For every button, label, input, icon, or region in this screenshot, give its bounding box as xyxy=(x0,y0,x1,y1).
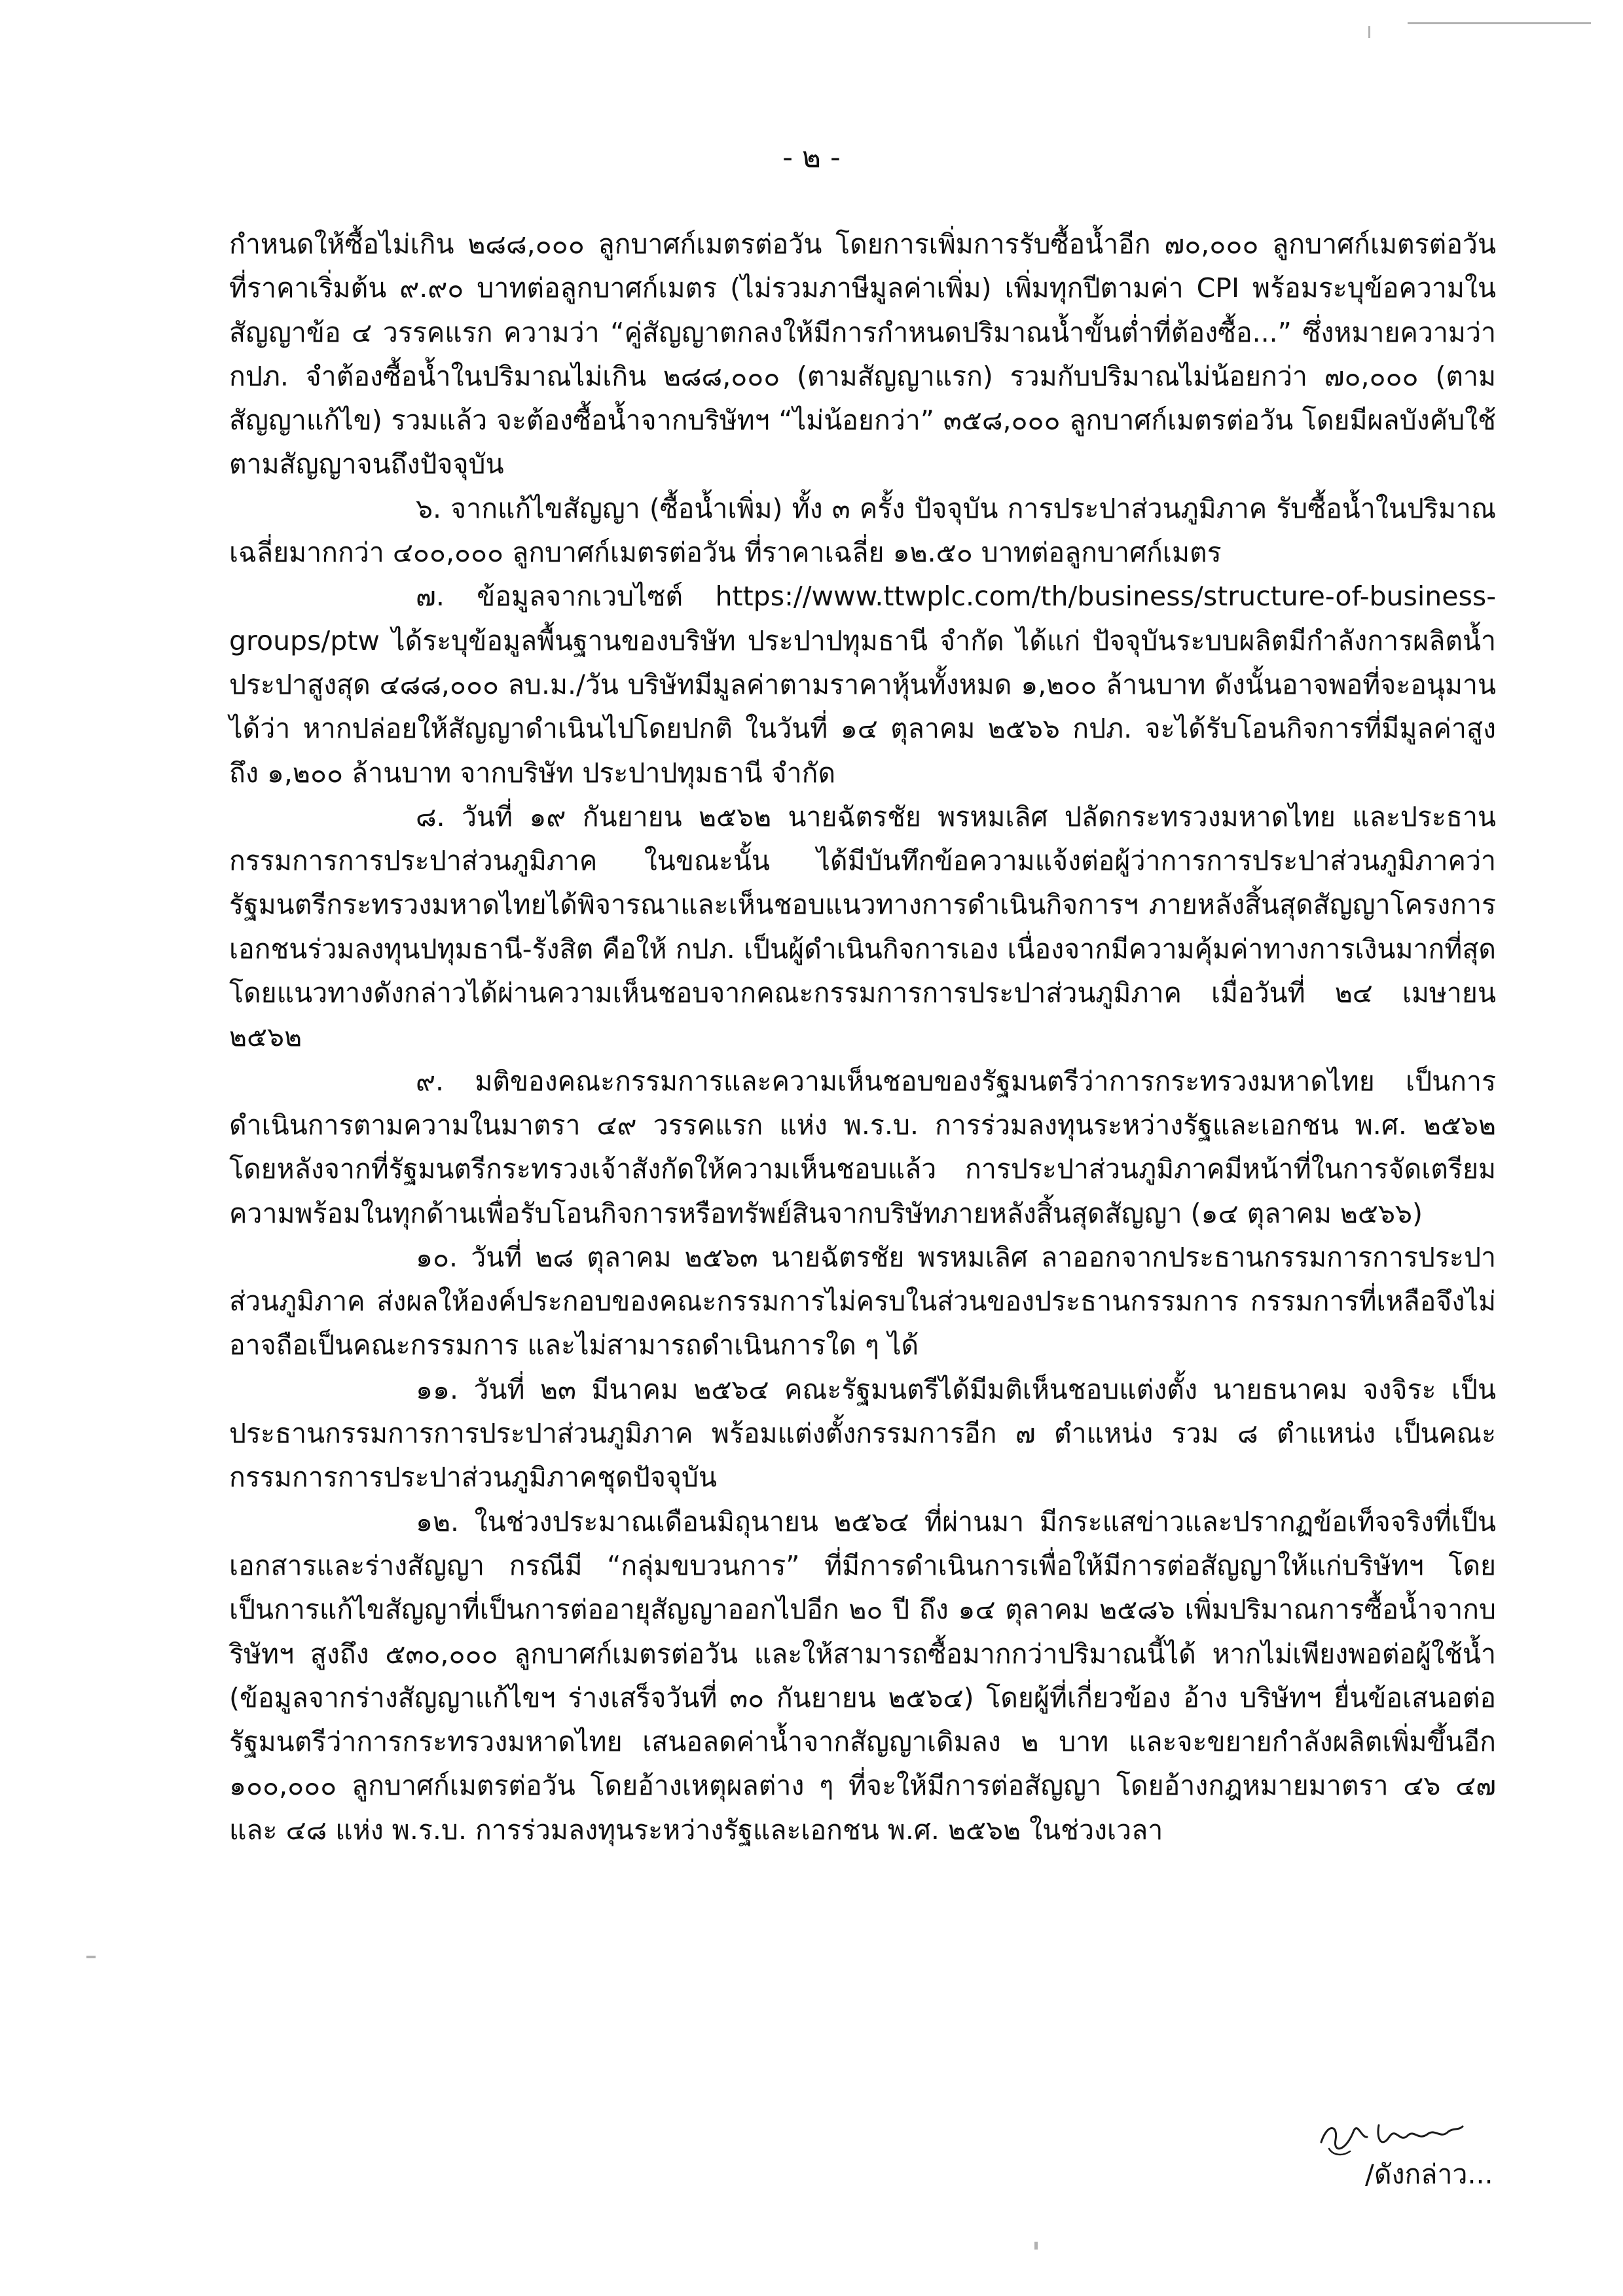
paragraph-7: ๗. ข้อมูลจากเวบไซต์ https://www.ttwplc.com/th/business/structure-of-business-groups/ptw ได้ระบุข้อมูลพื้นฐานของบริษัท ประปาปทุมธานี จำกัด ได้แก่ ปัจจุบันระบบผลิตมีกำลังการผลิตน้ำประปาสูงสุด ๔๘๘,๐๐๐ ลบ.ม./วัน บริษัทมีมูลค่าตามราคาหุ้นทั้งหมด ๑,๒๐๐ ล้านบาท ดังนั้นอาจพอที่จะอนุมานได้ว่า หากปล่อยให้สัญญาดำเนินไปโดยปกติ ในวันที่ ๑๔ ตุลาคม ๒๕๖๖ กปภ. จะได้รับโอนกิจการที่มีมูลค่าสูงถึง ๑,๒๐๐ ล้านบาท จากบริษัท ประปาปทุมธานี จำกัด xyxy=(229,581,1496,789)
document-body xyxy=(229,223,1496,1852)
page-number: - ๒ - xyxy=(782,141,841,174)
paragraph-12: ๑๒. ในช่วงประมาณเดือนมิถุนายน ๒๕๖๔ ที่ผ่านมา มีกระแสข่าวและปรากฏข้อเท็จจริงที่เป็นเอกสารและร่างสัญญา กรณีมี “กลุ่มขบวนการ” ที่มีการดำเนินการเพื่อให้มีการต่อสัญญาให้แก่บริษัทฯ โดยเป็นการแก้ไขสัญญาที่เป็นการต่ออายุสัญญาออกไปอีก ๒๐ ปี ถึง ๑๔ ตุลาคม ๒๕๘๖ เพิ่มปริมาณการซื้อน้ำจากบริษัทฯ สูงถึง ๕๓๐,๐๐๐ ลูกบาศก์เมตรต่อวัน และให้สามารถซื้อมากกว่าปริมาณนี้ได้ หากไม่เพียงพอต่อผู้ใช้น้ำ (ข้อมูลจากร่างสัญญาแก้ไขฯ ร่างเสร็จวันที่ ๓๐ กันยายน ๒๕๖๔) โดยผู้ที่เกี่ยวข้อง อ้าง บริษัทฯ ยื่นข้อเสนอต่อรัฐมนตรีว่าการกระทรวงมหาดไทย เสนอลดค่าน้ำจากสัญญาเดิมลง ๒ บาท และจะขยายกำลังผลิตเพิ่มขึ้นอีก ๑๐๐,๐๐๐ ลูกบาศก์เมตรต่อวัน โดยอ้างเหตุผลต่าง ๆ ที่จะให้มีการต่อสัญญา โดยอ้างกฎหมายมาตรา ๔๖ ๔๗ และ ๔๘ แห่ง พ.ร.บ. การร่วมลงทุนระหว่างรัฐและเอกชน พ.ศ. ๒๕๖๒ ในช่วงเวลา xyxy=(229,1505,1496,1846)
continuation-marker: /ดังกล่าว... xyxy=(1365,2159,1493,2190)
paragraph-5-continued: กำหนดให้ซื้อไม่เกิน ๒๘๘,๐๐๐ ลูกบาศก์เมตรต่อวัน โดยการเพิ่มการรับซื้อน้ำอีก ๗๐,๐๐๐ ลูกบาศก์เมตรต่อวัน ที่ราคาเริ่มต้น ๙.๙๐ บาทต่อลูกบาศก์เมตร (ไม่รวมภาษีมูลค่าเพิ่ม) เพิ่มทุกปีตามค่า CPI พร้อมระบุข้อความในสัญญาข้อ ๔ วรรคแรก ความว่า “คู่สัญญาตกลงให้มีการกำหนดปริมาณน้ำขั้นต่ำที่ต้องซื้อ...” ซึ่งหมายความว่า กปภ. จำต้องซื้อน้ำในปริมาณไม่เกิน ๒๘๘,๐๐๐ (ตามสัญญาแรก) รวมกับปริมาณไม่น้อยกว่า ๗๐,๐๐๐ (ตามสัญญาแก้ไข) รวมแล้ว จะต้องซื้อน้ำจากบริษัทฯ “ไม่น้อยกว่า” ๓๕๘,๐๐๐ ลูกบาศก์เมตรต่อวัน โดยมีผลบังคับใช้ตามสัญญาจนถึงปัจจุบัน xyxy=(229,228,1496,480)
scan-mark-left xyxy=(86,1956,96,1958)
scan-mark-top xyxy=(1368,26,1370,38)
paragraph-8: ๘. วันที่ ๑๙ กันยายน ๒๕๖๒ นายฉัตรชัย พรหมเลิศ ปลัดกระทรวงมหาดไทย และประธานกรรมการการประปาส่วนภูมิภาค ในขณะนั้น ได้มีบันทึกข้อความแจ้งต่อผู้ว่าการการประปาส่วนภูมิภาคว่ารัฐมนตรีกระทรวงมหาดไทยได้พิจารณาและเห็นชอบแนวทางการดำเนินกิจการฯ ภายหลังสิ้นสุดสัญญาโครงการเอกชนร่วมลงทุนปทุมธานี-รังสิต คือให้ กปภ. เป็นผู้ดำเนินกิจการเอง เนื่องจากมีความคุ้มค่าทางการเงินมากที่สุด โดยแนวทางดังกล่าวได้ผ่านความเห็นชอบจากคณะกรรมการการประปาส่วนภูมิภาค เมื่อวันที่ ๒๔ เมษายน ๒๕๖๒ xyxy=(229,800,1496,1053)
paragraph-11: ๑๑. วันที่ ๒๓ มีนาคม ๒๕๖๔ คณะรัฐมนตรีได้มีมติเห็นชอบแต่งตั้ง นายธนาคม จงจิระ เป็นประธานกรรมการการประปาส่วนภูมิภาค พร้อมแต่งตั้งกรรมการอีก ๗ ตำแหน่ง รวม ๘ ตำแหน่ง เป็นคณะกรรมการการประปาส่วนภูมิภาคชุดปัจจุบัน xyxy=(229,1373,1496,1494)
paragraph-10: ๑๐. วันที่ ๒๘ ตุลาคม ๒๕๖๓ นายฉัตรชัย พรหมเลิศ ลาออกจากประธานกรรมการการประปาส่วนภูมิภาค ส่งผลให้องค์ประกอบของคณะกรรมการไม่ครบในส่วนของประธานกรรมการ กรรมการที่เหลือจึงไม่อาจถือเป็นคณะกรรมการ และไม่สามารถดำเนินการใด ๆ ได้ xyxy=(229,1241,1496,1361)
scan-mark-bottom xyxy=(1034,2242,1038,2250)
paragraph-9: ๙. มติของคณะกรรมการและความเห็นชอบของรัฐมนตรีว่าการกระทรวงมหาดไทย เป็นการดำเนินการตามความในมาตรา ๔๙ วรรคแรก แห่ง พ.ร.บ. การร่วมลงทุนระหว่างรัฐและเอกชน พ.ศ. ๒๕๖๒ โดยหลังจากที่รัฐมนตรีกระทรวงเจ้าสังกัดให้ความเห็นชอบแล้ว การประปาส่วนภูมิภาคมีหน้าที่ในการจัดเตรียมความพร้อมในทุกด้านเพื่อรับโอนกิจการหรือทรัพย์สินจากบริษัทภายหลังสิ้นสุดสัญญา (๑๔ ตุลาคม ๒๕๖๖) xyxy=(229,1065,1496,1229)
scan-line-top xyxy=(1408,22,1591,24)
paragraph-6: ๖. จากแก้ไขสัญญา (ซื้อน้ำเพิ่ม) ทั้ง ๓ ครั้ง ปัจจุบัน การประปาส่วนภูมิภาค รับซื้อน้ำในปริมาณเฉลี่ยมากกว่า ๔๐๐,๐๐๐ ลูกบาศก์เมตรต่อวัน ที่ราคาเฉลี่ย ๑๒.๕๐ บาทต่อลูกบาศก์เมตร xyxy=(229,492,1496,569)
